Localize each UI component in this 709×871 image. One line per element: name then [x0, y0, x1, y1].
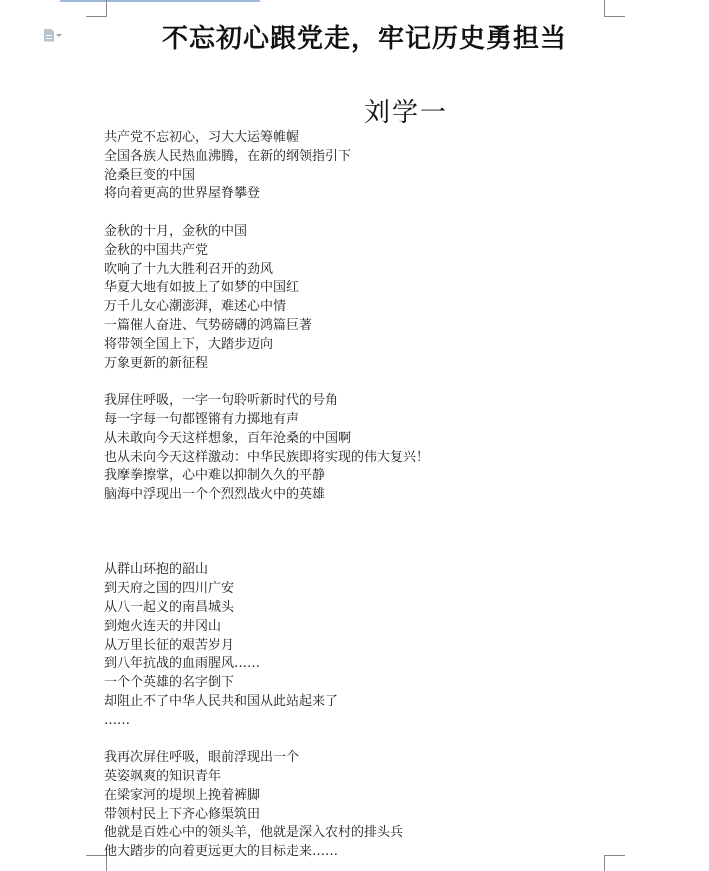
poem-line: 共产党不忘初心，习大大运筹帷幄	[104, 130, 300, 145]
page-title: 不忘初心跟党走，牢记历史勇担当	[161, 24, 567, 54]
poem-line: 全国各族人民热血沸腾，在新的纲领指引下	[104, 148, 352, 164]
poem-line: 也从未向今天这样激动：中华民族即将实现的伟大复兴！	[104, 449, 430, 465]
poem-body	[104, 129, 604, 862]
poem-line: 每一字每一句都铿锵有力掷地有声	[104, 411, 300, 427]
stanza-gap	[104, 524, 604, 543]
poem-line: 将带领全国上下，大踏步迈向	[104, 336, 274, 352]
poem-line: 一个个英雄的名字倒下	[104, 675, 235, 691]
poem-line: 万千儿女心潮澎湃，难述心中情	[104, 299, 287, 315]
margin-mark-bottom-right	[604, 855, 625, 871]
poem-line: 却阻止不了中华人民共和国从此站起来了	[104, 693, 339, 709]
margin-mark-top-left	[86, 0, 107, 17]
poem-line: 万象更新的新征程	[104, 355, 209, 371]
poem-line: 带领村民上下齐心修渠筑田	[104, 806, 261, 822]
poem-line: 到天府之国的四川广安	[104, 581, 235, 597]
poem-line: 我摩拳擦掌，心中难以抑制久久的平静	[104, 468, 326, 484]
poem-line: 从群山环抱的韶山	[104, 562, 209, 578]
author-name: 刘学一	[364, 98, 449, 128]
poem-line: 金秋的中国共产党	[104, 242, 209, 258]
poem-line: 沧桑巨变的中国	[104, 167, 196, 183]
poem-line: 从八一起义的南昌城头	[104, 599, 235, 615]
poem-line: 在梁家河的堤坝上挽着裤脚	[104, 787, 261, 803]
stanza-gap	[104, 731, 604, 750]
stanza-gap	[104, 505, 604, 524]
poem-line: 华夏大地有如披上了如梦的中国红	[104, 280, 300, 296]
poem-line: 吹响了十九大胜利召开的劲风	[104, 261, 274, 277]
margin-mark-top-right	[604, 0, 625, 17]
poem-line: 从未敢向今天这样想象，百年沧桑的中国啊	[104, 430, 352, 446]
stanza-gap	[104, 373, 604, 392]
stanza-gap	[104, 204, 604, 223]
poem-line: 一篇催人奋进、气势磅礴的鸿篇巨著	[104, 317, 313, 333]
poem-line: ……	[104, 712, 130, 728]
poem-line: 他大踏步的向着更远更大的目标走来……	[104, 844, 339, 860]
poem-line: 从万里长征的艰苦岁月	[104, 637, 235, 653]
poem-line: 英姿飒爽的知识青年	[104, 769, 222, 785]
poem-line: 脑海中浮现出一个个烈烈战火中的英雄	[104, 487, 326, 503]
poem-line: 到八年抗战的血雨腥风……	[104, 656, 261, 672]
poem-line: 金秋的十月，金秋的中国	[104, 223, 248, 239]
poem-line: 他就是百姓心中的领头羊，他就是深入农村的排头兵	[104, 825, 404, 841]
stanza-gap	[104, 543, 604, 562]
poem-line: 将向着更高的世界屋脊攀登	[104, 186, 261, 202]
poem-line: 到炮火连天的井冈山	[104, 618, 222, 634]
poem-line: 我再次屏住呼吸，眼前浮现出一个	[104, 750, 300, 766]
poem-line: 我屏住呼吸，一字一句聆听新时代的号角	[104, 393, 339, 409]
